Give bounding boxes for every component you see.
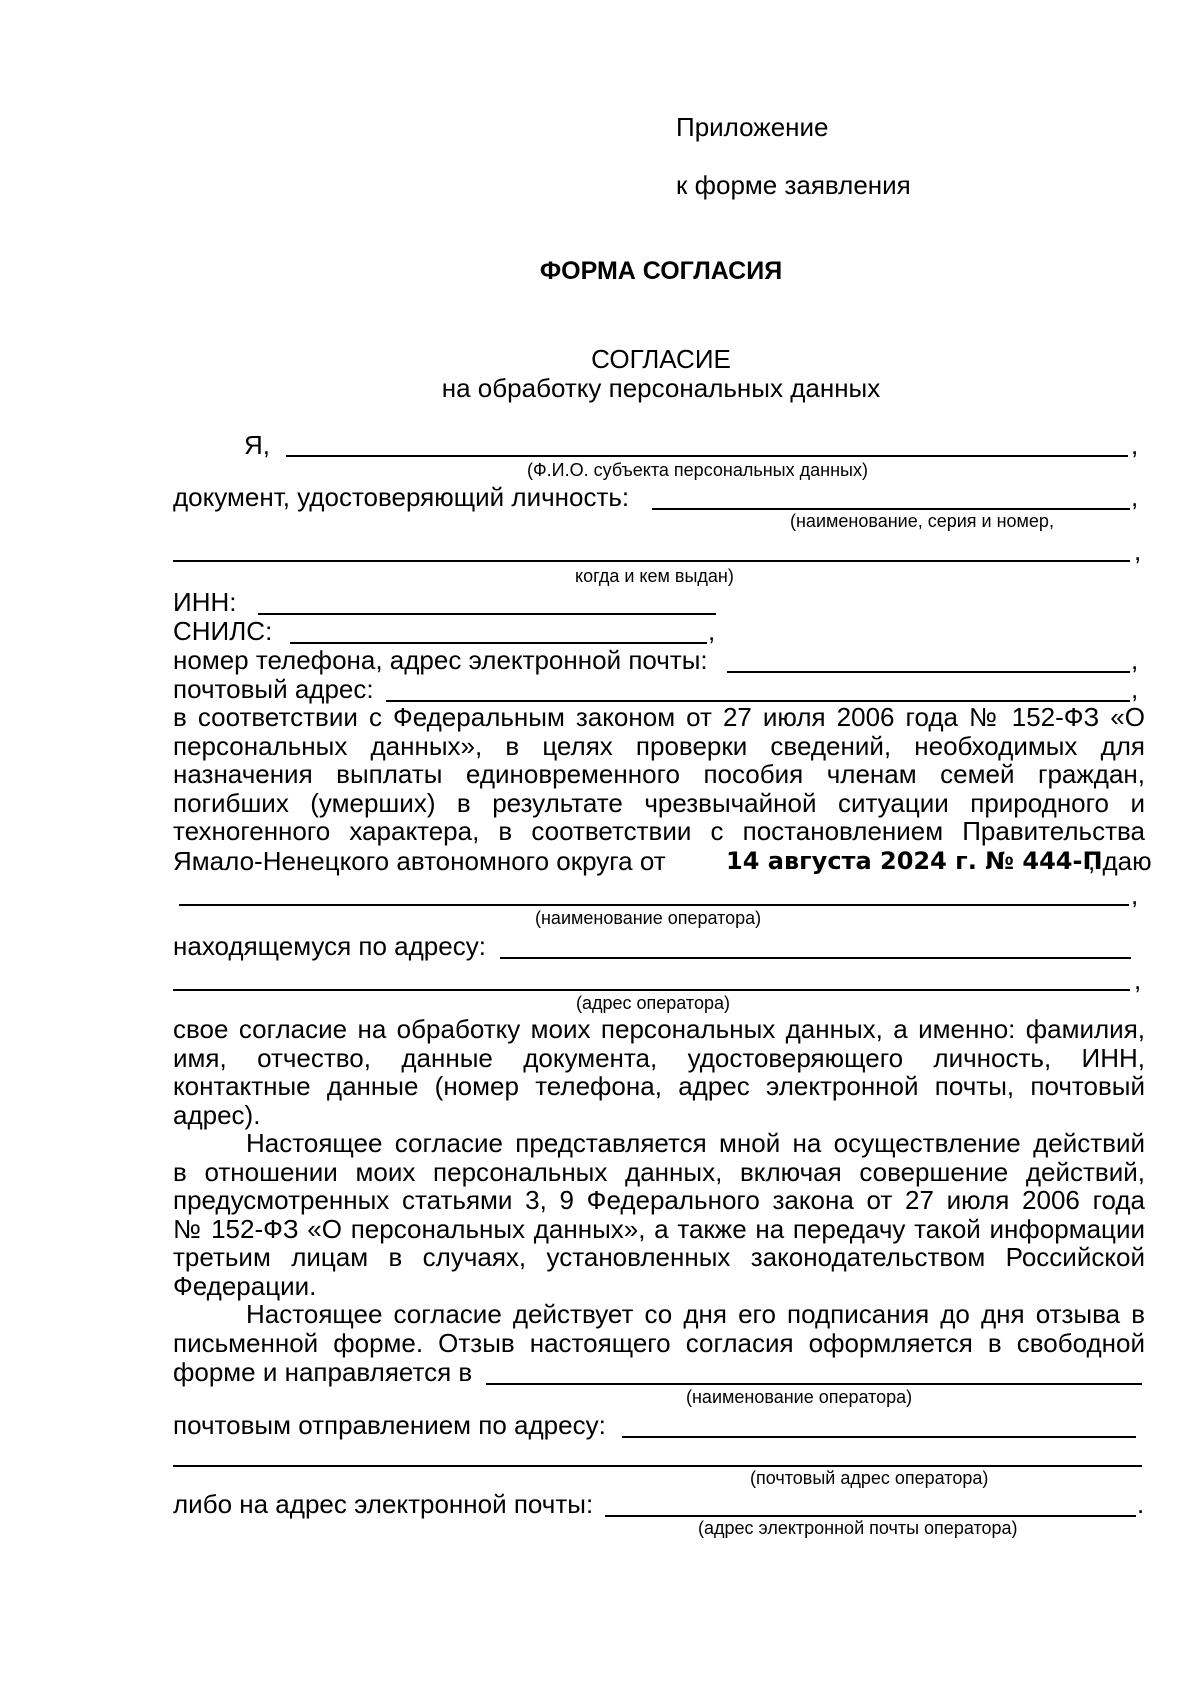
comma: ,	[1134, 536, 1142, 566]
text-line: форме и направляется в	[173, 1357, 473, 1387]
text-line: письменной форме. Отзыв настоящего согласия оформляется в свободной	[173, 1327, 1145, 1358]
text-line: № 152-ФЗ «О персональных данных», а также на передачу такой информации	[173, 1213, 1145, 1244]
comma: ,	[1131, 430, 1139, 460]
text-line: Федерации.	[173, 1270, 317, 1301]
located-label: находящемуся по адресу:	[173, 931, 486, 961]
operator-name-line-2[interactable]	[486, 1383, 1142, 1385]
comma: ,	[1131, 482, 1139, 512]
annex-to-form: к форме заявления	[676, 170, 911, 200]
text-line: Настоящее согласие действует со дня его подписания до дня отзыва в	[246, 1299, 1145, 1329]
comma: ,	[1131, 645, 1139, 675]
operator-postal-line-2[interactable]	[173, 1465, 1142, 1467]
operator-name-line[interactable]	[179, 904, 1129, 906]
form-title: ФОРМА СОГЛАСИЯ	[539, 257, 783, 285]
postal-label: почтовый адрес:	[173, 674, 374, 704]
consent-title: СОГЛАСИЕ	[591, 344, 731, 374]
paragraph-validity	[173, 1300, 1145, 1357]
text-line: Ямало-Ненецкого автономного округа от	[173, 846, 666, 876]
paragraph-consent	[173, 1015, 1145, 1129]
phone-line[interactable]	[727, 671, 1130, 673]
postal-send-label: почтовым отправлением по адресу:	[173, 1410, 606, 1440]
text-line: назначения выплаты единовременного пособия членам семей граждан,	[173, 759, 1145, 789]
text-line: третьим лицам в случаях, установленных законодательством Российской	[173, 1242, 1145, 1272]
doc-label: документ, удостоверяющий личность:	[173, 482, 630, 512]
i-label: Я,	[244, 430, 270, 460]
text-line: , даю	[1088, 846, 1152, 876]
inn-label: ИНН:	[173, 587, 237, 617]
text-line: в отношении моих персональных данных, включая совершение действий,	[173, 1156, 1145, 1187]
doc-hint: (наименование, серия и номер,	[790, 511, 1054, 531]
text-line: имя, отчество, данные документа, удостоверяющего личность, ИНН,	[173, 1042, 1145, 1073]
inn-line[interactable]	[258, 613, 716, 615]
doc-line[interactable]	[652, 508, 1130, 510]
comma: ,	[1134, 965, 1142, 995]
doc-hint-2: когда и кем выдан)	[575, 566, 734, 586]
email-op-hint: (адрес электронной почты оператора)	[698, 1518, 1018, 1538]
text-line: персональных данных», в целях проверки сведений, необходимых для	[173, 730, 1145, 761]
period: .	[1137, 1489, 1145, 1519]
text-line: погибших (умерших) в результате чрезвычайной ситуации природного и	[173, 787, 1145, 818]
email-label: либо на адрес электронной почты:	[173, 1489, 594, 1519]
text-line: свое согласие на обработку моих персональных данных, а именно: фамилия,	[173, 1014, 1145, 1044]
operator-address-line[interactable]	[500, 957, 1131, 959]
snils-label: СНИЛС:	[173, 616, 273, 646]
paragraph-actions	[173, 1129, 1145, 1300]
operator-email-line[interactable]	[605, 1515, 1136, 1517]
fio-line[interactable]	[286, 455, 1128, 457]
operator-address-line-2[interactable]	[173, 989, 1130, 991]
text-line: Настоящее согласие представляется мной на осуществление действий	[246, 1128, 1145, 1158]
fio-hint: (Ф.И.О. субъекта персональных данных)	[527, 460, 868, 480]
doc-line-2[interactable]	[173, 560, 1130, 562]
text-line: в соответствии с Федеральным законом от 27 июля 2006 года № 152-ФЗ «О	[173, 702, 1145, 732]
comma: ,	[1131, 674, 1139, 704]
decree-reference: 14 августа 2024 г. № 444-П	[726, 847, 1103, 875]
postal-op-hint: (почтовый адрес оператора)	[750, 1468, 989, 1488]
comma: ,	[1131, 880, 1139, 910]
operator-postal-line[interactable]	[622, 1436, 1136, 1438]
operator-hint-2: (наименование оператора)	[686, 1387, 913, 1407]
text-line: техногенного характера, в соответствии с постановлением Правительства	[173, 816, 1145, 846]
phone-label: номер телефона, адрес электронной почты:	[173, 645, 708, 675]
text-line: контактные данные (номер телефона, адрес электронной почты, почтовый	[173, 1071, 1145, 1101]
annex-label: Приложение	[676, 112, 829, 142]
snils-line[interactable]	[290, 642, 707, 644]
paragraph-law	[173, 703, 1145, 846]
comma: ,	[708, 616, 716, 646]
text-line: предусмотренных статьями 3, 9 Федерального закона от 27 июля 2006 года	[173, 1185, 1145, 1215]
text-line: адрес).	[173, 1099, 261, 1130]
operator-address-hint: (адрес оператора)	[576, 993, 730, 1013]
consent-subtitle: на обработку персональных данных	[441, 373, 881, 403]
operator-hint: (наименование оператора)	[535, 908, 762, 928]
